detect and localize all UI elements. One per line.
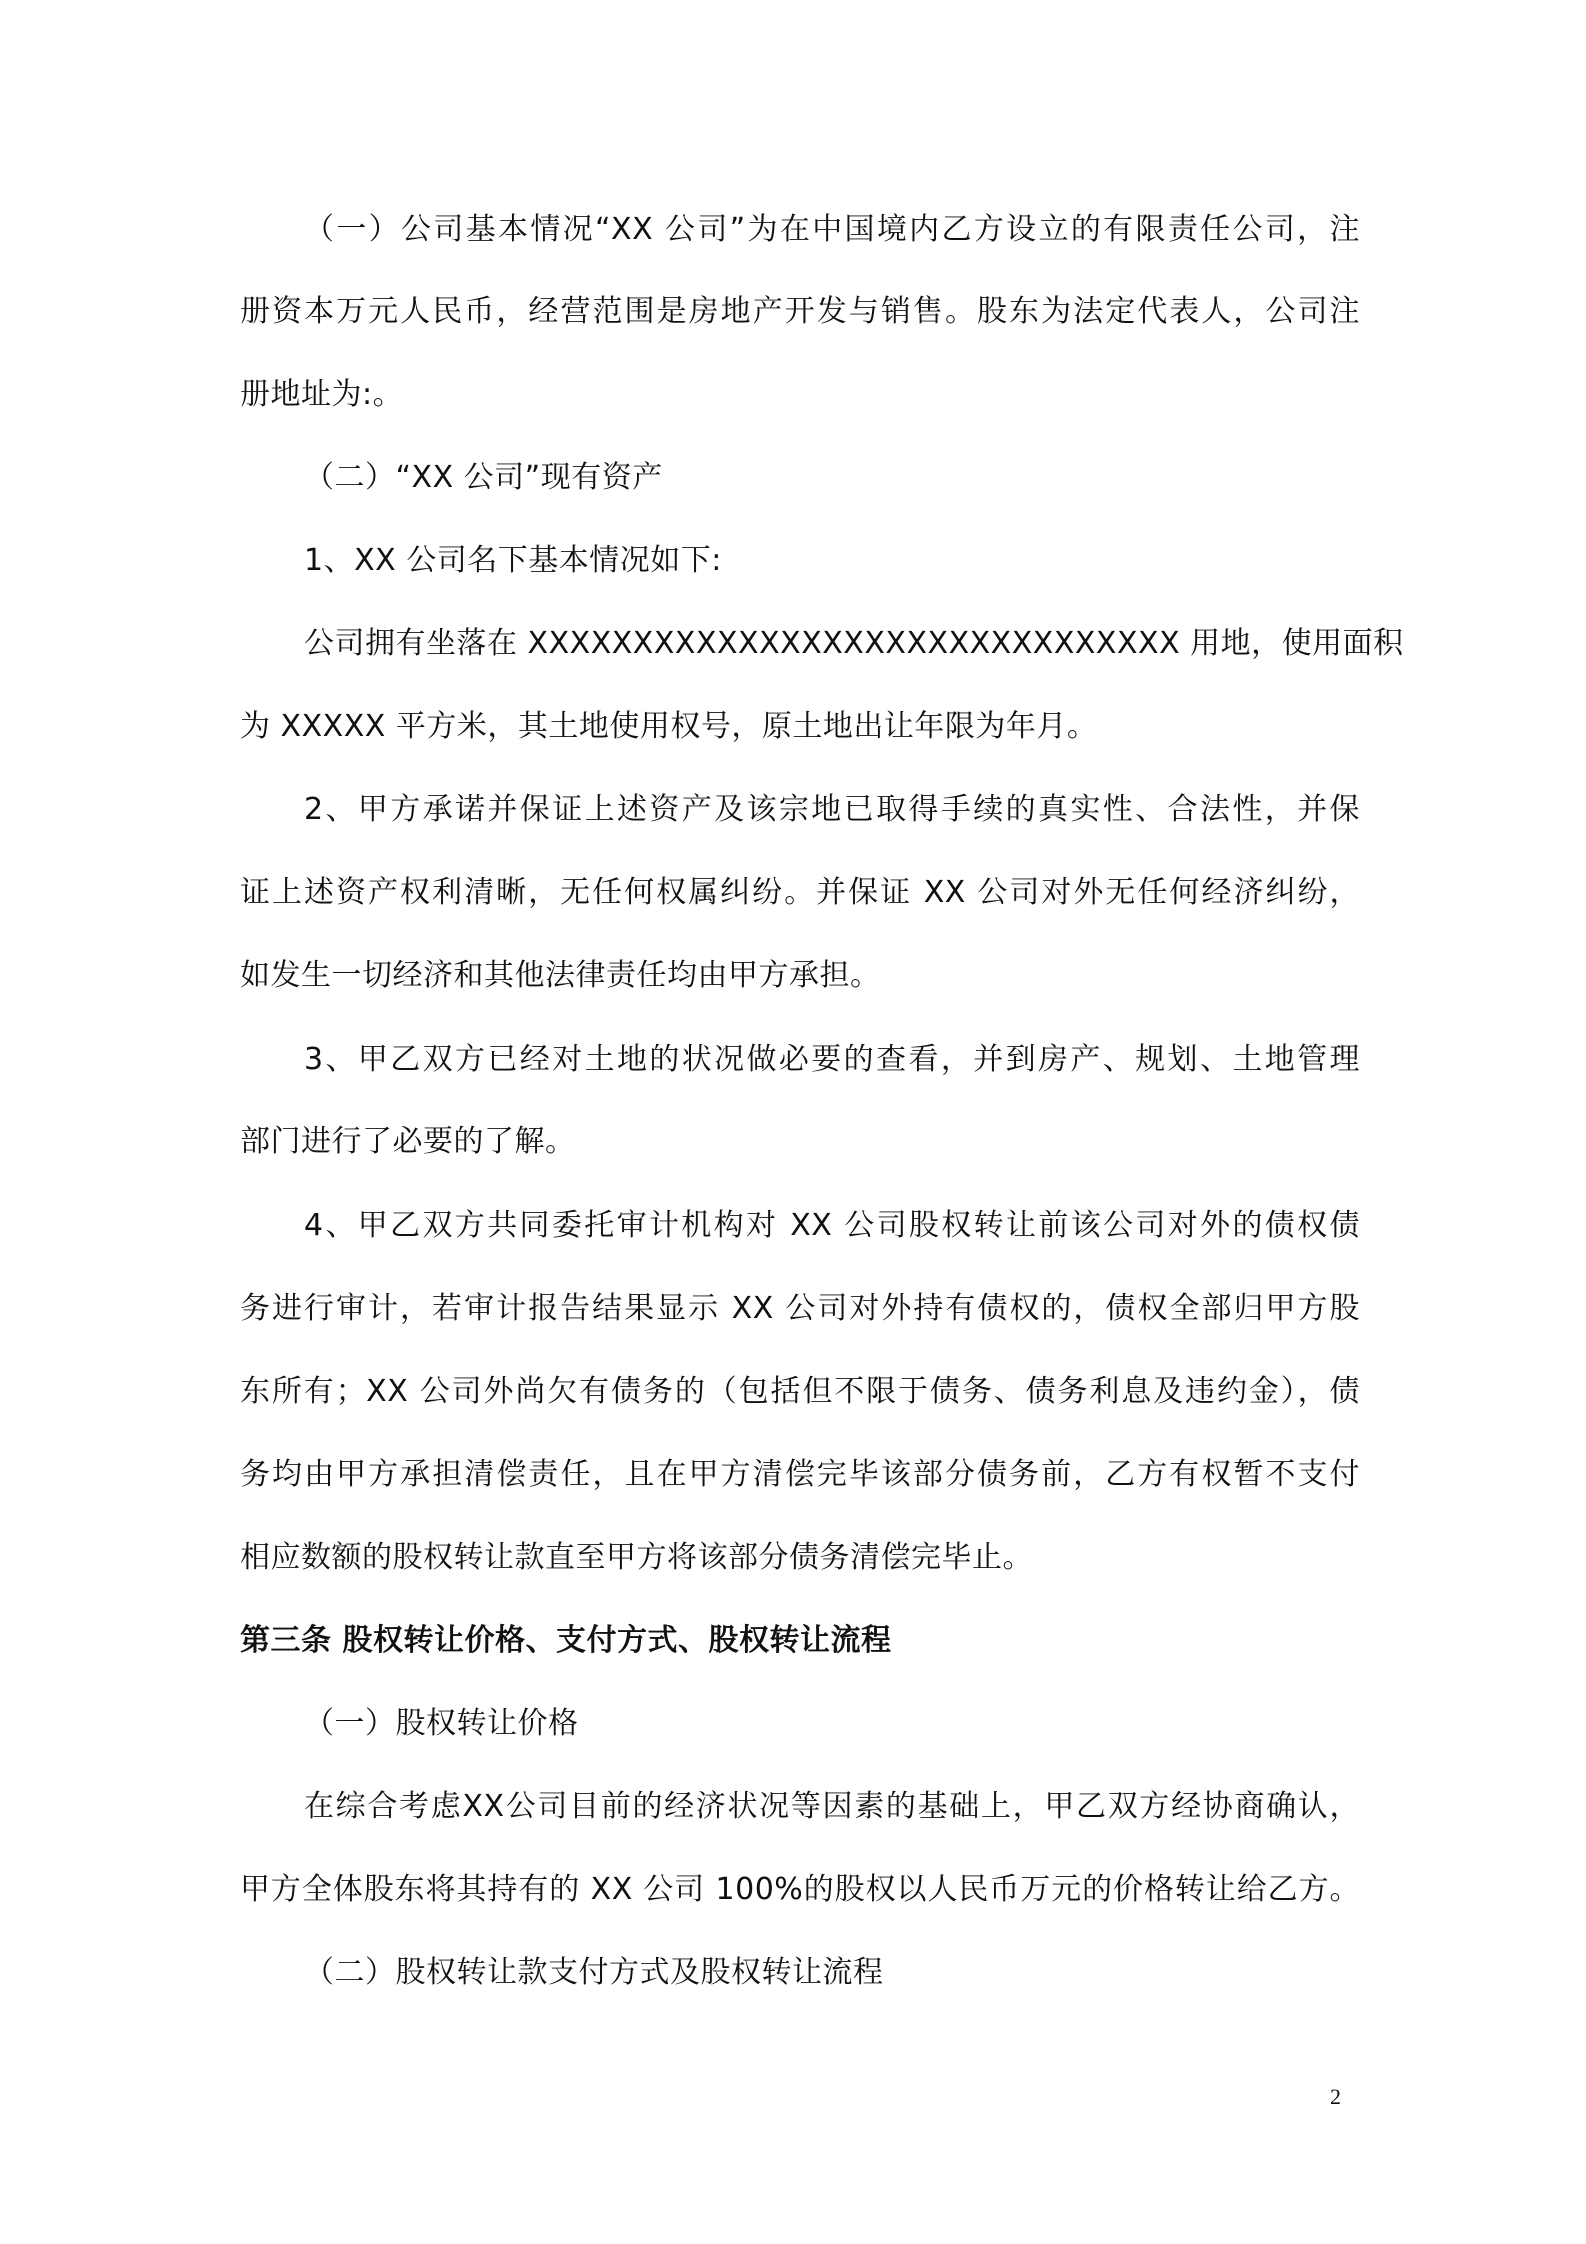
item-2-line-2: 证上述资产权利清晰，无任何权属纠纷。并保证 XX 公司对外无任何经济纠纷， (240, 875, 1360, 910)
item-2-line-3: 如发生一切经济和其他法律责任均由甲方承担。 (240, 958, 881, 993)
price-paragraph-line-2: 甲方全体股东将其持有的 XX 公司 100%的股权以人民币万元的价格转让给乙方。 (240, 1872, 1360, 1907)
item-2-line-1: 2、甲方承诺并保证上述资产及该宗地已取得手续的真实性、合法性，并保 (304, 792, 1360, 827)
article-3-heading: 第三条 股权转让价格、支付方式、股权转让流程 (240, 1623, 892, 1658)
price-paragraph-line-1: 在综合考虑XX公司目前的经济状况等因素的基础上，甲乙双方经协商确认， (304, 1789, 1360, 1824)
land-paragraph-line-1: 公司拥有坐落在 XXXXXXXXXXXXXXXXXXXXXXXXXXXXXXX 用地，使用面积 (304, 626, 1404, 661)
section-2-heading: （二）“XX 公司”现有资产 (304, 460, 663, 495)
item-4-line-5: 相应数额的股权转让款直至甲方将该部分债务清偿完毕止。 (240, 1540, 1033, 1575)
item-4-line-3: 东所有；XX 公司外尚欠有债务的（包括但不限于债务、债务利息及违约金），债 (240, 1374, 1360, 1409)
payment-subheading: （二）股权转让款支付方式及股权转让流程 (304, 1955, 884, 1990)
paragraph-1-line-2: 册资本万元人民币，经营范围是房地产开发与销售。股东为法定代表人，公司注 (240, 294, 1360, 329)
item-3-line-2: 部门进行了必要的了解。 (240, 1124, 576, 1159)
item-3-line-1: 3、甲乙双方已经对土地的状况做必要的查看，并到房产、规划、土地管理 (304, 1042, 1360, 1077)
paragraph-1-line-1: （一）公司基本情况“XX 公司”为在中国境内乙方设立的有限责任公司，注 (304, 212, 1360, 247)
item-1-heading: 1、XX 公司名下基本情况如下: (304, 543, 722, 578)
page-number: 2 (1330, 2084, 1341, 2109)
item-4-line-2: 务进行审计，若审计报告结果显示 XX 公司对外持有债权的，债权全部归甲方股 (240, 1291, 1360, 1326)
item-4-line-4: 务均由甲方承担清偿责任，且在甲方清偿完毕该部分债务前，乙方有权暂不支付 (240, 1457, 1360, 1492)
paragraph-1-line-3: 册地址为:。 (240, 377, 404, 412)
price-subheading: （一）股权转让价格 (304, 1706, 579, 1741)
land-paragraph-line-2: 为 XXXXX 平方米，其土地使用权号，原土地出让年限为年月。 (240, 709, 1098, 744)
item-4-line-1: 4、甲乙双方共同委托审计机构对 XX 公司股权转让前该公司对外的债权债 (304, 1208, 1360, 1243)
